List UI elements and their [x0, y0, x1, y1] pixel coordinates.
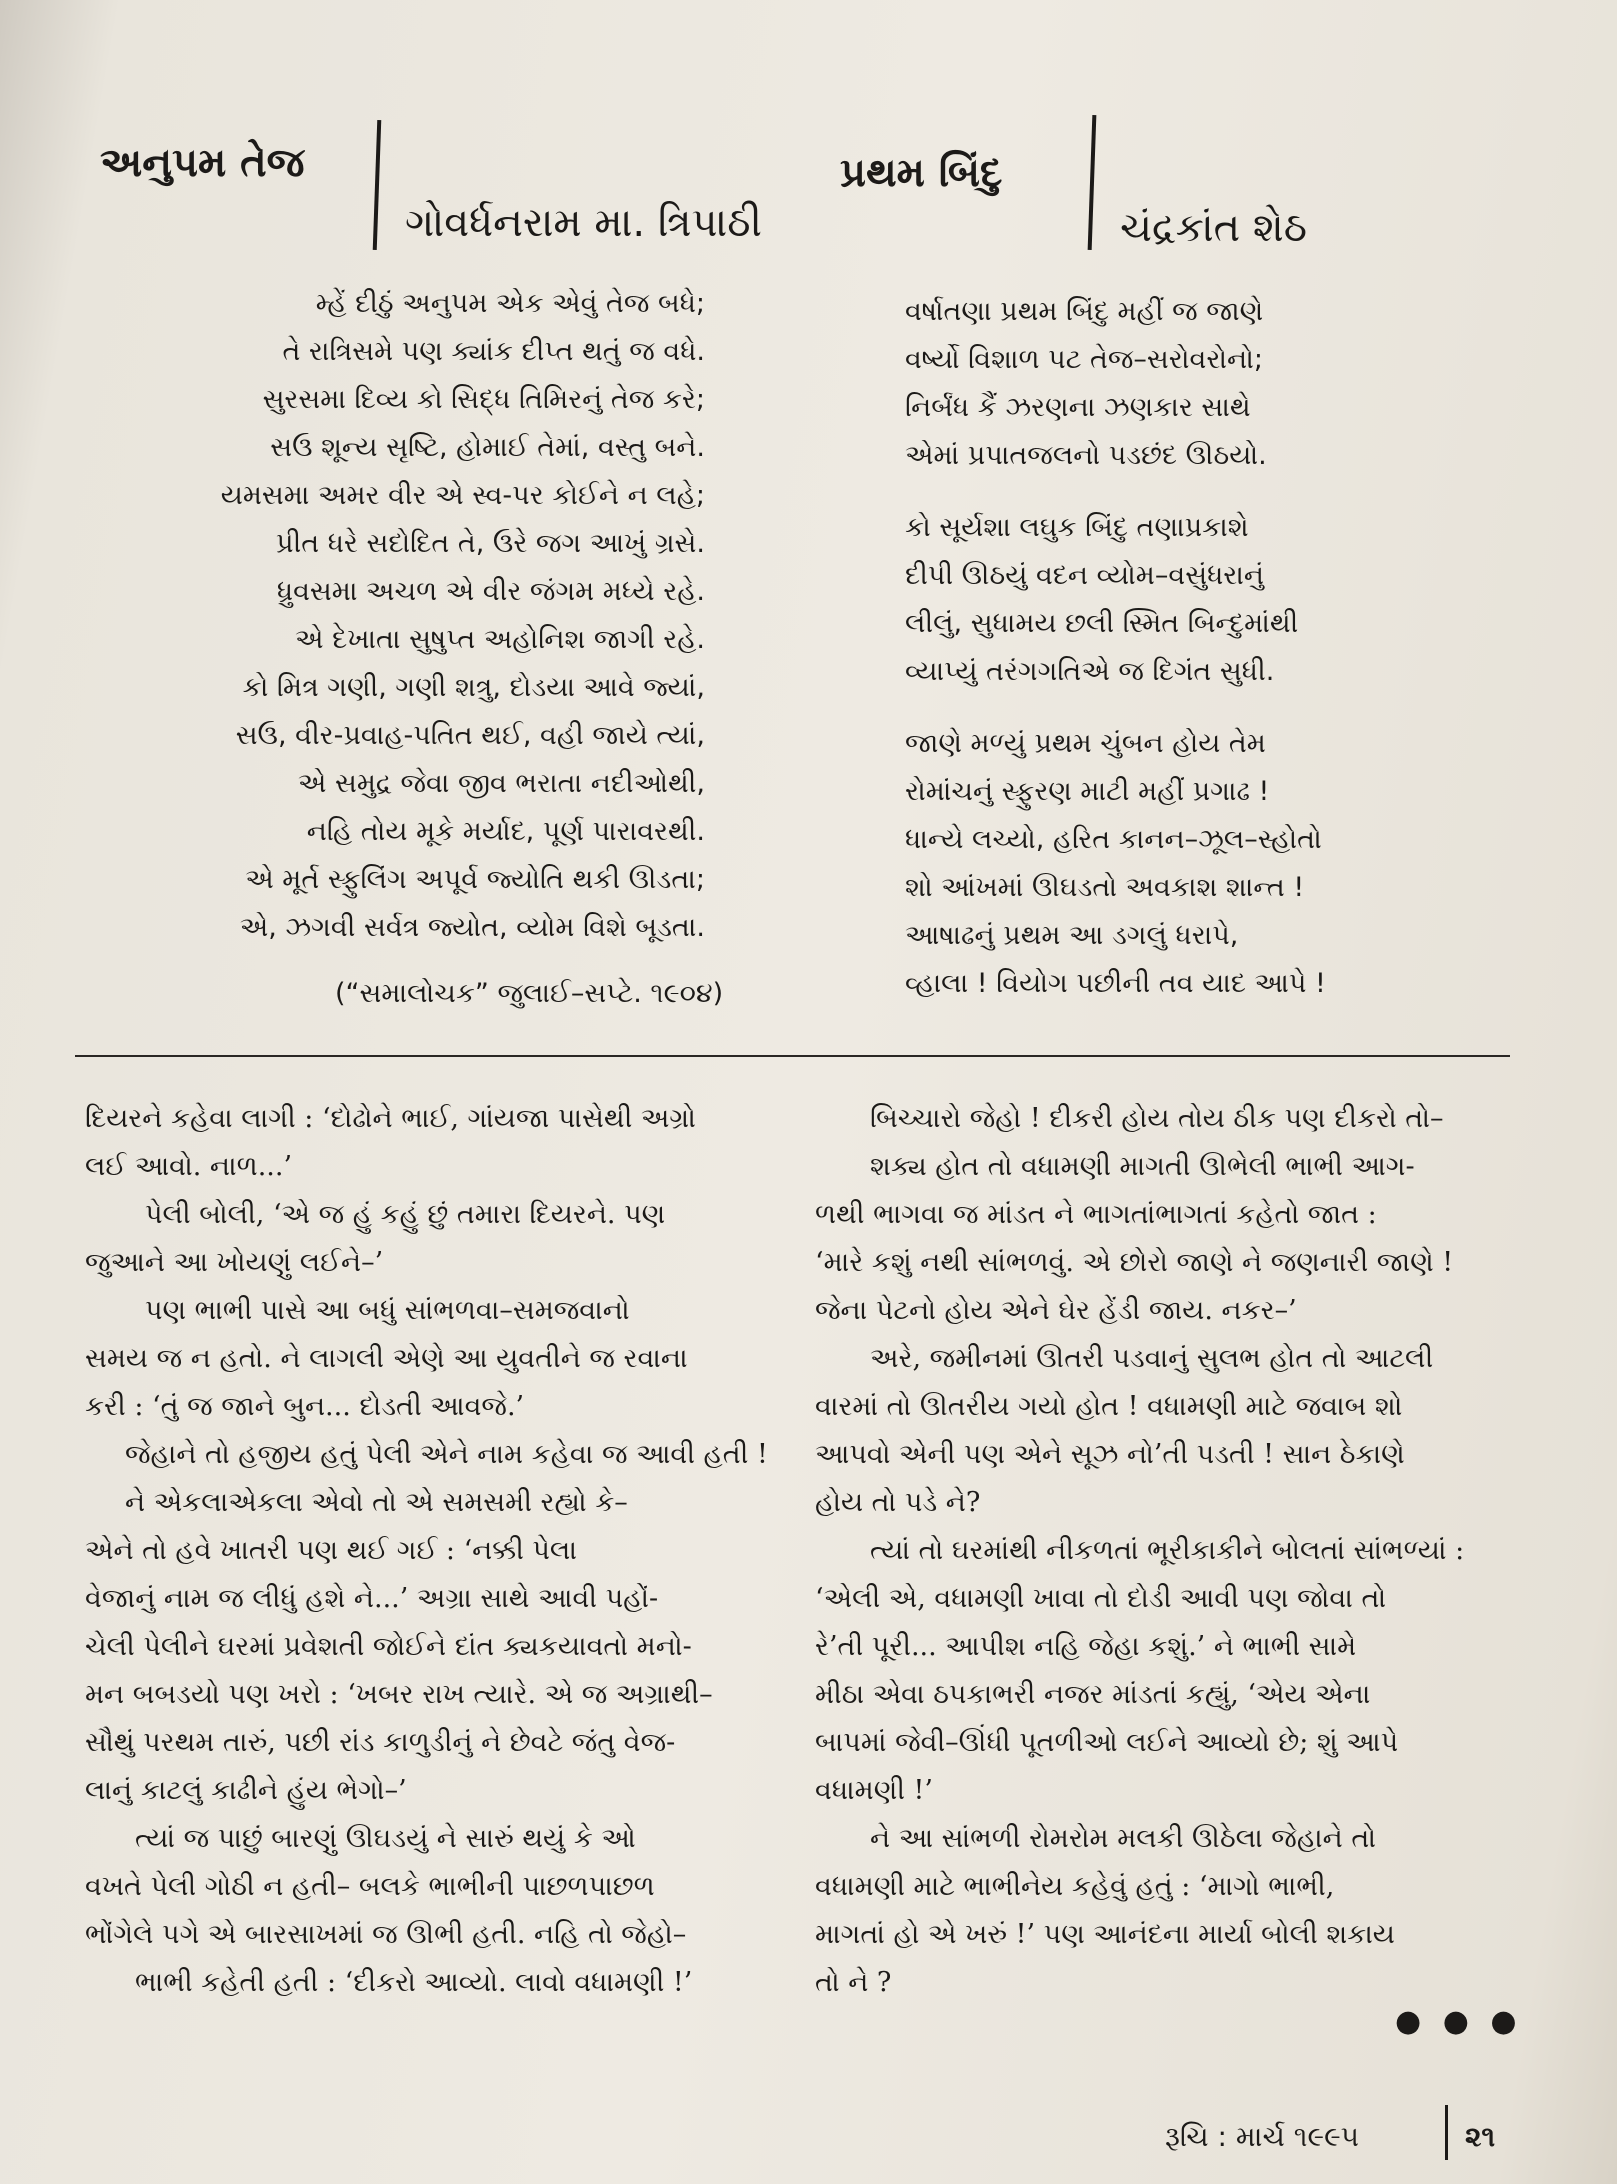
stanza-gap	[905, 480, 1405, 504]
poem-line: શો આંખમાં ઊઘડતો અવકાશ શાન્ત !	[905, 872, 1305, 903]
poem-line: આષાઢનું પ્રથમ આ ડગલું ધરાપે,	[905, 920, 1239, 951]
footer-page-number: ૨૧	[1465, 2120, 1496, 2153]
story-line: પેલી બોલી, ‘એ જ હું કહું છું તમારા દિયરને. પણ	[145, 1199, 666, 1230]
poem-line: એ, ઝગવી સર્વત્ર જ્યોત, વ્યોમ વિશે બૂડતા.	[239, 912, 705, 943]
story-line: સમય જ ન હતો. ને લાગલી એણે આ યુવતીને જ રવાના	[85, 1343, 688, 1374]
poem-line: જાણે મળ્યું પ્રથમ ચુંબન હોય તેમ	[905, 728, 1266, 759]
story-line: ‘એલી એ, વધામણી ખાવા તો દોડી આવી પણ જોવા તો	[815, 1583, 1387, 1614]
poem-left-title: અનુપમ તેજ	[100, 140, 305, 186]
poem-line: લીલું, સુધામય છલી સ્મિત બિન્દુમાંથી	[905, 608, 1299, 639]
poem-line: સુરસમા દિવ્ય કો સિદ્ધ તિમિરનું તેજ કરે;	[262, 384, 705, 415]
story-line: વધામણી માટે ભાભીનેય કહેવું હતું : ‘માગો ભાભી,	[815, 1871, 1335, 1902]
poem-line: રોમાંચનું સ્ફુરણ માટી મહીં પ્રગાઢ !	[905, 776, 1270, 807]
poem-line: દીપી ઊઠયું વદન વ્યોમ–વસુંધરાનું	[905, 560, 1264, 591]
poem-left-title-divider	[373, 120, 382, 250]
poem-line: યમસમા અમર વીર એ સ્વ-પર કોઈને ન લહે;	[220, 480, 705, 511]
poem-line: મ્હેં દીઠું અનુપમ એક એવું તેજ બધે;	[315, 288, 705, 319]
story-line: મીઠા એવા ઠપકાભરી નજર માંડતાં કહ્યું, ‘એય એના	[815, 1679, 1371, 1710]
poem-left-body	[100, 280, 705, 952]
story-line: અરે, જમીનમાં ઊતરી પડવાનું સુલભ હોત તો આટલી	[870, 1343, 1434, 1374]
story-line: જુઆને આ ખોયણું લઈને–’	[85, 1247, 384, 1278]
story-line: આપવો એની પણ એને સૂઝ નો’તી પડતી ! સાન ઠેકાણે	[815, 1439, 1405, 1470]
poem-line: પ્રીત ધરે સદોદિત તે, ઉરે જગ આખું ગ્રસે.	[276, 528, 705, 559]
story-line: સૌથું પરથમ તારું, પછી રાંડ કાળુડીનું ને છેવટે જંતુ વેજ-	[85, 1727, 676, 1758]
poem-line: નહિ તોય મૂકે મર્યાદ, પૂર્ણ પારાવરથી.	[306, 816, 705, 847]
story-left-column	[85, 1095, 775, 2007]
story-line: લાનું કાટલું કાઢીને હુંય ભેગો–’	[85, 1775, 407, 1806]
section-divider	[75, 1055, 1510, 1057]
poem-line: સઉ, વીર-પ્રવાહ-પતિત થઈ, વહી જાયે ત્યાં,	[235, 720, 705, 751]
story-line: ભોંગેલે પગે એ બારસાખમાં જ ઊભી હતી. નહિ તો જેહો–	[85, 1919, 687, 1950]
story-line: બાપમાં જેવી–ઊંધી પૂતળીઓ લઈને આવ્યો છે; શું આપે	[815, 1727, 1399, 1758]
poem-left-author: ગોવર્ધનરામ મા. ત્રિપાઠી	[405, 200, 762, 246]
story-line: એને તો હવે ખાતરી પણ થઈ ગઈ : ‘નક્કી પેલા	[85, 1535, 577, 1566]
poem-line: વ્યાપ્યું તરંગગતિએ જ દિગંત સુધી.	[905, 656, 1275, 687]
story-end-mark: ● ● ●	[1395, 2004, 1523, 2039]
story-line: માગતાં હો એ ખરું !’ પણ આનંદના માર્યા બોલી શકાય	[815, 1919, 1395, 1950]
story-line: શક્ય હોત તો વધામણી માગતી ઊભેલી ભાભી આગ-	[870, 1151, 1415, 1182]
poem-line: કો સૂર્યશા લઘુક બિંદુ તણાપ્રકાશે	[905, 512, 1249, 543]
story-line: પણ ભાભી પાસે આ બધું સાંભળવા–સમજવાનો	[145, 1295, 630, 1326]
story-line: ત્યાં જ પાછું બારણું ઊઘડયું ને સારું થયું કે ઓ	[135, 1823, 636, 1854]
poem-line: કો મિત્ર ગણી, ગણી શત્રુ, દોડયા આવે જ્યાં,	[242, 672, 705, 703]
story-line: લઈ આવો. નાળ...’	[85, 1151, 293, 1182]
story-line: હોય તો પડે ને?	[815, 1487, 981, 1518]
poem-line: તે રાત્રિસમે પણ ક્યાંક દીપ્ત થતું જ વધે.	[282, 336, 705, 367]
poem-line: એ સમુદ્ર જેવા જીવ ભરાતા નદીઓથી,	[297, 768, 705, 799]
poem-right-author: ચંદ્રકાંત શેઠ	[1120, 205, 1308, 251]
story-line: દિયરને કહેવા લાગી : ‘દોઢોને ભાઈ, ગાંયજા પાસેથી અગ્રો	[85, 1103, 696, 1134]
story-line: ભાભી કહેતી હતી : ‘દીકરો આવ્યો. લાવો વધામણી !’	[135, 1967, 693, 1998]
story-line: બિચ્ચારો જેહો ! દીકરી હોય તોય ઠીક પણ દીકરો તો–	[870, 1103, 1444, 1134]
story-line: કરી : ‘તું જ જાને બુન... દોડતી આવજે.’	[85, 1391, 525, 1422]
poem-line: વર્ષ્યો વિશાળ પટ તેજ–સરોવરોનો;	[905, 344, 1264, 375]
story-line: વેજાનું નામ જ લીધું હશે ને...’ અગ્રા સાથે આવી પહોં-	[85, 1583, 659, 1614]
story-line: મન બબડયો પણ ખરો : ‘ખબર રાખ ત્યારે. એ જ અગ્રાથી–	[85, 1679, 713, 1710]
poem-line: એ દેખાતા સુષુપ્ત અહોનિશ જાગી રહે.	[295, 624, 705, 655]
story-line: ને એકલાએકલા એવો તો એ સમસમી રહ્યો કે–	[125, 1487, 628, 1518]
story-line: ચેલી પેલીને ઘરમાં પ્રવેશતી જોઈને દાંત ક્યકયાવતો મનો-	[85, 1631, 692, 1662]
poem-line: ધ્રુવસમા અચળ એ વીર જંગમ મધ્યે રહે.	[276, 576, 705, 607]
story-line: તો ને ?	[815, 1967, 892, 1998]
story-right-column	[815, 1095, 1515, 2007]
footer-divider	[1445, 2105, 1448, 2160]
poem-right-body	[905, 288, 1405, 1008]
story-line: ત્યાં તો ઘરમાંથી નીકળતાં ભૂરીકાકીને બોલતાં સાંભળ્યાં :	[870, 1535, 1465, 1566]
poem-line: વ્હાલા ! વિયોગ પછીની તવ યાદ આપે !	[905, 968, 1326, 999]
stanza-gap	[905, 696, 1405, 720]
poem-line: એમાં પ્રપાતજલનો પડછંદ ઊઠયો.	[905, 440, 1267, 471]
poem-line: નિર્બંધ કૈં ઝરણના ઝણકાર સાથે	[905, 392, 1251, 423]
footer-magazine-issue: રૂચિ : માર્ચ ૧૯૯૫	[1165, 2120, 1360, 2153]
story-line: વધામણી !’	[815, 1775, 933, 1806]
story-line: ને આ સાંભળી રોમરોમ મલકી ઊઠેલા જેહાને તો	[870, 1823, 1376, 1854]
poem-line: એ મૂર્ત સ્ફુલિંગ અપૂર્વ જ્યોતિ થકી ઊડતા;	[245, 864, 705, 895]
poem-right-title: પ્રથમ બિંદુ	[840, 150, 1003, 196]
story-line: રે’તી પૂરી... આપીશ નહિ જેહા કશું.’ ને ભાભી સામે	[815, 1631, 1357, 1662]
story-line: જેના પેટનો હોય એને ઘેર હેંડી જાય. નકર–’	[815, 1295, 1297, 1326]
poem-line: વર્ષાતણા પ્રથમ બિંદુ મહીં જ જાણે	[905, 296, 1264, 327]
story-line: જેહાને તો હજીય હતું પેલી એને નામ કહેવા જ આવી હતી !	[125, 1439, 768, 1470]
poem-left-source: (“સમાલોચક” જુલાઈ–સપ્ટે. ૧૯૦૪)	[335, 978, 724, 1009]
poem-line: સઉ શૂન્ય સૃષ્ટિ, હોમાઈ તેમાં, વસ્તુ બને.	[270, 432, 705, 463]
story-line: ‘મારે કશું નથી સાંભળવું. એ છોરો જાણે ને જણનારી જાણે !	[815, 1247, 1454, 1278]
poem-line: ધાન્યે લચ્યો, હરિત કાનન–ઝૂલ–સ્હોતો	[905, 824, 1322, 855]
story-line: વારમાં તો ઊતરીય ગયો હોત ! વધામણી માટે જવાબ શો	[815, 1391, 1403, 1422]
story-line: વખતે પેલી ગોઠી ન હતી– બલકે ભાભીની પાછળપાછળ	[85, 1871, 655, 1902]
poem-right-title-divider	[1088, 115, 1097, 250]
story-line: ળથી ભાગવા જ માંડત ને ભાગતાંભાગતાં કહેતો જાત :	[815, 1199, 1377, 1230]
